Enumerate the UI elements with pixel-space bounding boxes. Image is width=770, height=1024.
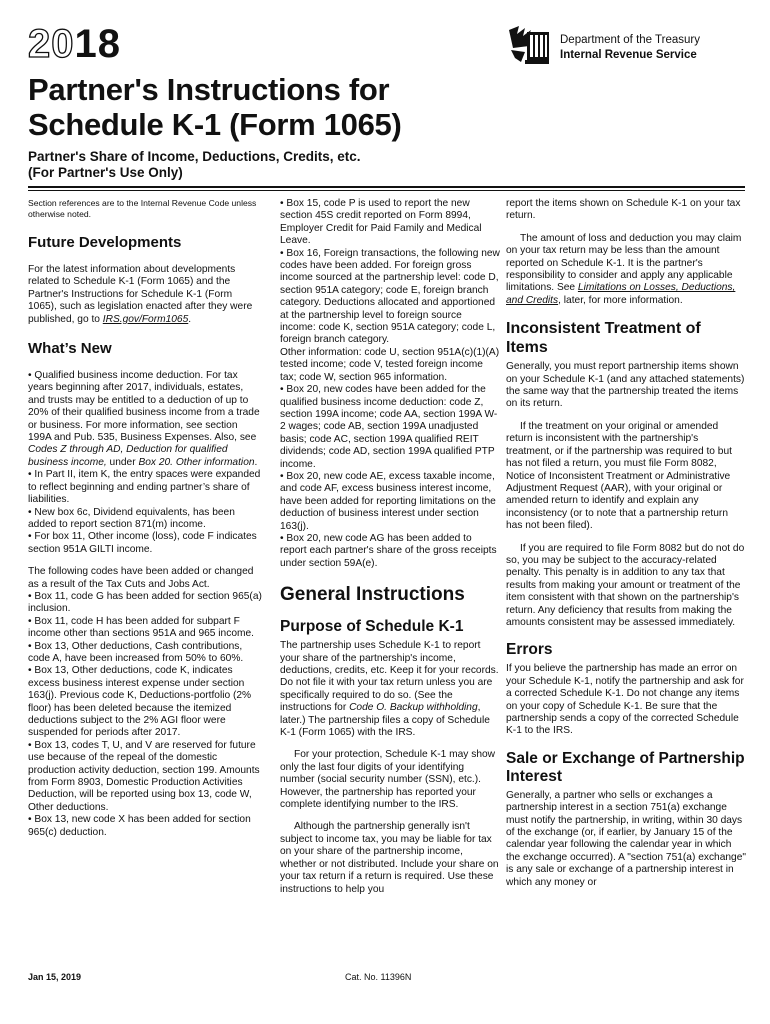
list-item-box15: • Box 15, code P is used to report the new section 45S credit reported on Form 8994, Employer Credit for Paid Family and Medical Leave.: [280, 198, 482, 247]
column-1: [28, 198, 263, 839]
code-item-box11-h: • Box 11, code H has been added for subpart F income other than sections 951A and 965 income.: [28, 615, 254, 640]
subtitle-line-2: (For Partner's Use Only): [28, 165, 183, 180]
header-rule-thick: [28, 186, 745, 188]
qbi-italic: Codes Z through AD, Deduction for qualified business income,: [28, 444, 228, 468]
irs-eagle-logo-icon: [505, 22, 555, 68]
errors-text: If you believe the partnership has made an error on your Schedule K-1, notify the partnership and ask for a corrected Schedule K-1. Do not change any items on your copy of Schedule K-1. Be sure that the partnership sends a copy of the corrected Schedule K-1 to the IRS.: [506, 663, 744, 737]
whats-new-item-gilti: • For box 11, Other income (loss), code F indicates section 951A GILTI income.: [28, 531, 257, 555]
year-outline: 20: [28, 22, 75, 66]
department-name: Department of the Treasury: [560, 34, 700, 46]
future-developments-heading: Future Developments: [28, 234, 182, 251]
column-2: [280, 198, 500, 896]
future-end: .: [188, 313, 192, 325]
irs-form1065-link[interactable]: IRS.gov/Form1065: [102, 313, 189, 325]
purpose-text: [280, 640, 500, 739]
agency-name: Internal Revenue Service: [560, 49, 697, 61]
code-item-box13-tuv: • Box 13, codes T, U, and V are reserved for future use because of the repeal of the domestic production activity deduction, section 199. Amounts from Form 8903, Domestic Production Activities Deduction, will be reported using box 13, code W, Other deductions.: [28, 739, 260, 813]
header-rule-thin: [28, 190, 745, 191]
code-item-box13-x: • Box 13, new code X has been added for section 965(c) deduction.: [28, 814, 251, 838]
year-solid: 18: [74, 22, 121, 66]
whats-new-heading: What’s New: [28, 340, 112, 358]
inconsistent-text-3: If you are required to file Form 8082 but do not do so, you may be subject to the accuracy-related penalty. This penalty is in addition to any tax that results from making your amount or treatment of the item consistent with that shown on the partnership's return. Any deficiency that results from making the amounts consistent may be assessed immediately.: [506, 542, 745, 628]
purpose-italic: Code O. Backup withholding: [349, 702, 478, 714]
footer-catalog-number: Cat. No. 11396N: [345, 972, 412, 982]
title-line-2: Schedule K-1 (Form 1065): [28, 107, 402, 142]
limitations-text: [506, 233, 746, 307]
general-instructions-heading: General Instructions: [280, 584, 465, 606]
purpose-text-a: The partnership uses Schedule K-1 to report your share of the partnership's income, deductions, credits, etc. Keep it for your records. Do not file it with your tax return unless you are specifically required to do so. (See the instructions for: [280, 640, 499, 714]
limitations-link[interactable]: Limitations on Losses, Deductions, and Credits: [506, 282, 736, 306]
list-item-box16: • Box 16, Foreign transactions, the following new codes have been added. For foreign gross income sourced at the partnership level: code D, section 951A category; code E, foreign branch category. Deductions allocated and apportioned at the partnership level to foreign source income: code K, section 951A category; code L, foreign branch category.: [280, 247, 500, 346]
whats-new-item-dividend: • New box 6c, Dividend equivalents, has been added to report section 871(m) income.: [28, 506, 235, 530]
purpose-text-b: , later.) The partnership files a copy of Schedule K-1 (Form 1065) with the IRS.: [280, 702, 490, 739]
whats-new-item-qbi: [28, 370, 263, 469]
column-3: [506, 198, 746, 889]
future-text: For the latest information about developments related to Schedule K-1 (Form 1065) and the Partner's Instructions for Schedule K-1 (Form 1065), such as legislation enacted after they were published, go to: [28, 264, 253, 325]
form-year: [28, 22, 121, 66]
protection-text: For your protection, Schedule K-1 may show only the last four digits of your identifying number (social security number (SSN), etc.). However, the partnership has reported your complete identifying number to the IRS.: [280, 749, 496, 811]
list-item-box20-qbi: • Box 20, new codes have been added for the qualified business income deduction: code Z, section 199A income; code AA, section 199A W-2 wages; code AB, section 199A unadjusted basis; code AC, section 199A qualified REIT dividends; code AD, section 199A qualified PTP income.: [280, 384, 498, 470]
inconsistent-text-1: Generally, you must report partnership items shown on your Schedule K-1 (and any attached statements) the same way that the partnership treated the items on its return.: [506, 361, 745, 410]
limitations-text-a: The amount of loss and deduction you may claim on your tax return may be less than the amount reported on Schedule K-1. It is the partner's responsibility to consider and apply any applicable limitations. See: [506, 232, 742, 294]
report-items-text: report the items shown on Schedule K-1 on your tax return.: [506, 198, 741, 222]
code-item-box13-k: • Box 13, Other deductions, code K, indicates excess business interest expense under section 163(j). Previous code K, Deductions-portfolio (2% floor) has been deleted because the itemized deductions subject to the 2% AGI floor were suspended for periods after 2017.: [28, 665, 252, 739]
page-subtitle: [28, 149, 548, 181]
intro-note: Section references are to the Internal Revenue Code unless otherwise noted.: [28, 198, 257, 219]
tax-liability-text: Although the partnership generally isn't subject to income tax, you may be liable for tax on your share of the partnership income, whether or not distributed. Include your share on your tax return if a return is required. Use these instructions to help you: [280, 821, 499, 895]
limitations-text-b: , later, for more information.: [558, 294, 683, 306]
sale-exchange-heading: Sale or Exchange of Partnership Interest: [506, 749, 745, 785]
inconsistent-text-2: If the treatment on your original or amended return is inconsistent with the partnership's treatment, or if the partnership was required to but has not filed a return, you must file Form 8082, Notice of Inconsistent Treatment or Administrative Adjustment Request (AAR), with your original or amended return to identify and explain any inconsistency (or to note that a partnership return has not been filed).: [506, 420, 732, 532]
list-item-other-info: Other information: code U, section 951A(c)(1)(A) tested income; code V, tested foreign income tax; code W, section 965 information.: [280, 346, 500, 383]
sale-exchange-text: Generally, a partner who sells or exchanges a partnership interest in a section 751(a) exchange must notify the partnership, in writing, within 30 days of the exchange (or, if earlier, by January 15 of the calendar year following the calendar year in which the exchange occurred). A "section 751(a) exchange" is any sale or exchange of a partnership interest in which any money or: [506, 789, 746, 888]
subtitle-line-1: Partner's Share of Income, Deductions, Credits, etc.: [28, 149, 361, 164]
inconsistent-heading: Inconsistent Treatment of Items: [506, 320, 701, 357]
whats-new-item-liabilities: • In Part II, item K, the entry spaces were expanded to reflect beginning and ending partner’s share of liabilities.: [28, 469, 261, 506]
footer-date: Jan 15, 2019: [28, 972, 82, 982]
code-item-box13-a: • Box 13, Other deductions, Cash contributions, code A, have been increased from 50% to 60%.: [28, 640, 244, 664]
qbi-text: • Qualified business income deduction. For tax years beginning after 2017, individuals, estates, and trusts may be entitled to a deduction of up to 20% of their qualified business income from a trade or business. For more information, see section 199A and Pub. 535, Business Expenses. Also, see: [28, 370, 260, 444]
codes-intro: The following codes have been added or changed as a result of the Tax Cuts and Jobs Act.: [28, 566, 254, 590]
title-line-1: Partner's Instructions for: [28, 72, 390, 107]
code-item-box11-g: • Box 11, code G has been added for section 965(a) inclusion.: [28, 590, 262, 615]
qbi-end: .: [254, 456, 258, 468]
future-developments-text: [28, 264, 263, 326]
qbi-under: under: [106, 456, 139, 468]
qbi-italic-2: Box 20. Other information: [138, 456, 255, 468]
purpose-heading: Purpose of Schedule K-1: [280, 618, 464, 636]
page-title: [28, 72, 548, 142]
list-item-box20-ag: • Box 20, new code AG has been added to report each partner's share of the gross receipts under section 59A(e).: [280, 532, 497, 569]
errors-heading: Errors: [506, 641, 553, 659]
list-item-box20-ae: • Box 20, new code AE, excess taxable income, and code AF, excess business interest income, have been added for reporting limitations on the deduction of business interest under section 163(j).: [280, 470, 496, 532]
department-block: [560, 33, 700, 63]
